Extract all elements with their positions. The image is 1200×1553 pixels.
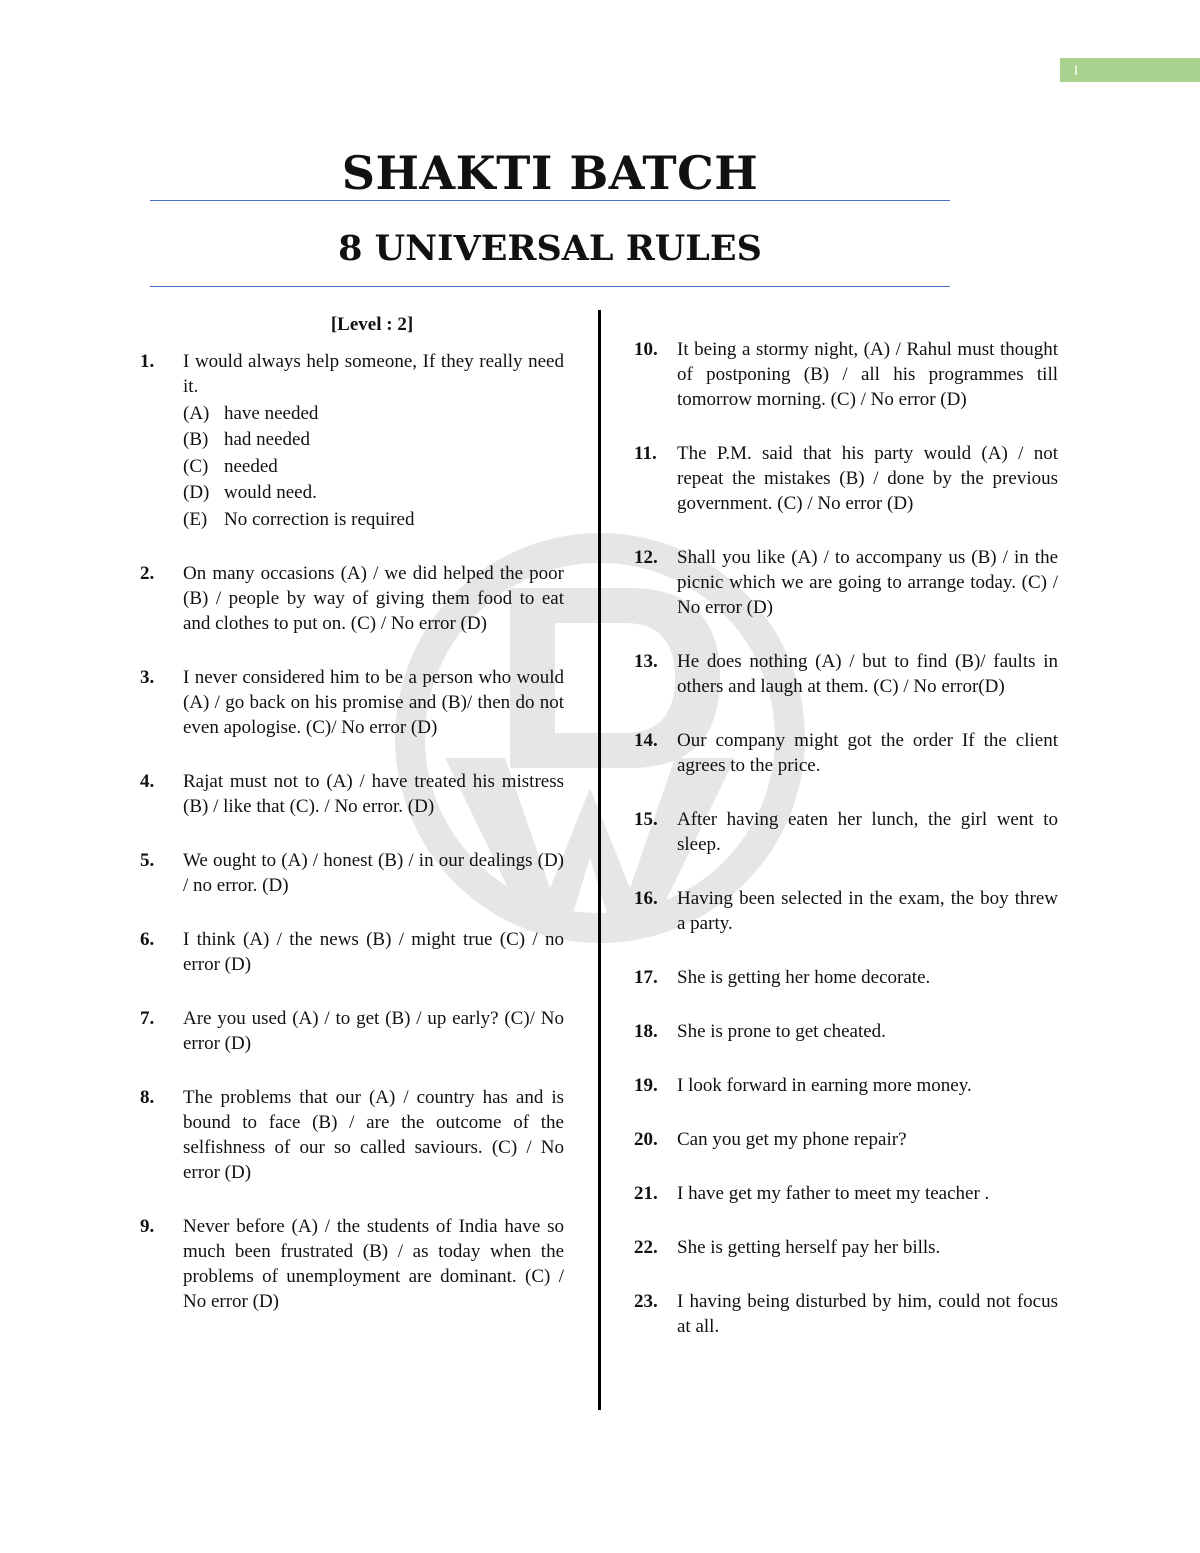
question-text: After having eaten her lunch, the girl went to sleep.: [677, 809, 1058, 855]
question-number: 6.: [140, 928, 155, 950]
question-text: Are you used (A) / to get (B) / up early? (C)/ No error (D): [183, 1007, 564, 1054]
question-number: 9.: [140, 1215, 155, 1237]
question-number: 22.: [634, 1237, 658, 1258]
question-list-left: [140, 349, 564, 1314]
question-body: [677, 1073, 1058, 1098]
question-number: 12.: [634, 547, 658, 568]
question-text: It being a stormy night, (A) / Rahul must thought of postponing (B) / all his programmes till tomorrow morning. (C) / No error (D): [677, 339, 1058, 410]
question-item: [140, 1214, 564, 1314]
question-text: On many occasions (A) / we did helped the poor (B) / people by way of giving them food to eat and clothes to put on. (C) / No error (D): [183, 562, 564, 634]
question-number: 13.: [634, 651, 658, 672]
answer-option: [183, 454, 564, 479]
question-text: She is getting her home decorate.: [677, 967, 931, 988]
question-text: Our company might got the order If the client agrees to the price.: [677, 730, 1058, 776]
question-text: I think (A) / the news (B) / might true (C) / no error (D): [183, 928, 564, 975]
question-number: 21.: [634, 1183, 658, 1204]
question-text: We ought to (A) / honest (B) / in our dealings (D) / no error. (D): [183, 849, 564, 896]
question-body: [677, 1019, 1058, 1044]
question-item: [634, 1235, 1058, 1260]
question-body: [677, 545, 1058, 620]
question-body: [677, 441, 1058, 516]
column-divider: [598, 310, 601, 1410]
option-label: (E): [183, 508, 208, 530]
question-text: I look forward in earning more money.: [677, 1075, 972, 1096]
page-title: SHAKTI BATCH: [341, 146, 759, 200]
question-item: [140, 1085, 564, 1185]
question-number: 15.: [634, 809, 658, 830]
page-number-tab: [1060, 58, 1200, 82]
left-column: [140, 312, 564, 1343]
question-body: [677, 1127, 1058, 1152]
question-item: [140, 665, 564, 740]
question-number: 19.: [634, 1075, 658, 1096]
question-text: Having been selected in the exam, the boy threw a party.: [677, 888, 1058, 934]
answer-option: [183, 427, 564, 452]
question-body: [677, 1235, 1058, 1260]
question-item: [140, 927, 564, 977]
option-text: would need.: [224, 482, 317, 503]
question-item: [140, 349, 564, 532]
right-column: [634, 337, 1058, 1368]
question-text: I having being disturbed by him, could not focus at all.: [677, 1291, 1058, 1337]
question-body: [183, 1214, 564, 1314]
question-number: 17.: [634, 967, 658, 988]
question-body: [677, 807, 1058, 857]
question-item: [140, 848, 564, 898]
question-body: [677, 649, 1058, 699]
subtitle-rule: [150, 286, 950, 287]
question-number: 1.: [140, 351, 155, 372]
question-item: [634, 1019, 1058, 1044]
question-number: 10.: [634, 339, 658, 360]
question-item: [634, 649, 1058, 699]
question-number: 18.: [634, 1021, 658, 1042]
option-text: had needed: [224, 429, 310, 450]
question-number: 3.: [140, 666, 155, 688]
question-text: The P.M. said that his party would (A) / not repeat the mistakes (B) / done by the previous government. (C) / No error (D): [677, 443, 1058, 514]
option-label: (C): [183, 455, 209, 477]
option-label: (A): [183, 402, 210, 424]
question-number: 5.: [140, 849, 155, 871]
question-item: [634, 965, 1058, 990]
question-text: She is getting herself pay her bills.: [677, 1237, 941, 1258]
question-body: [183, 349, 564, 532]
question-number: 8.: [140, 1086, 155, 1108]
question-number: 7.: [140, 1007, 155, 1029]
question-number: 20.: [634, 1129, 658, 1150]
question-number: 23.: [634, 1291, 658, 1312]
question-item: [634, 545, 1058, 620]
question-body: [677, 1181, 1058, 1206]
question-body: [183, 561, 564, 636]
question-item: [634, 441, 1058, 516]
level-label: [Level : 2]: [330, 314, 414, 335]
option-text: have needed: [224, 402, 319, 424]
question-text: Rajat must not to (A) / have treated his mistress (B) / like that (C). / No error. (D): [183, 770, 564, 817]
question-text: Never before (A) / the students of India have so much been frustrated (B) / as today when the problems of unemployment are dominant. (C) / No error (D): [183, 1215, 564, 1312]
option-text: needed: [224, 455, 278, 477]
question-item: [140, 1006, 564, 1056]
question-body: [677, 1289, 1058, 1339]
question-text: He does nothing (A) / but to find (B)/ faults in others and laugh at them. (C) / No error(D): [677, 651, 1058, 697]
question-item: [140, 561, 564, 636]
question-body: [183, 665, 564, 740]
answer-option: [183, 507, 564, 532]
question-body: [183, 927, 564, 977]
question-number: 14.: [634, 730, 658, 751]
question-number: 11.: [634, 443, 657, 464]
question-number: 2.: [140, 562, 155, 584]
question-item: [634, 886, 1058, 936]
title-rule: [150, 200, 950, 201]
question-item: [634, 728, 1058, 778]
question-body: [677, 886, 1058, 936]
question-body: [677, 965, 1058, 990]
option-label: (B): [183, 429, 209, 450]
answer-option: [183, 480, 564, 505]
question-text: Can you get my phone repair?: [677, 1129, 907, 1150]
question-body: [183, 1006, 564, 1056]
question-text: Shall you like (A) / to accompany us (B) / in the picnic which we are going to arrange today. (C) / No error (D): [677, 547, 1058, 618]
question-text: I have get my father to meet my teacher .: [677, 1183, 990, 1204]
question-item: [140, 769, 564, 819]
question-number: 16.: [634, 888, 658, 909]
question-body: [183, 769, 564, 819]
question-item: [634, 1181, 1058, 1206]
question-text: The problems that our (A) / country has and is bound to face (B) / are the outcome of the selfishness of our so called saviours. (C) / No error (D): [183, 1086, 564, 1183]
question-text: I never considered him to be a person who would (A) / go back on his promise and (B)/ then do not even apologise. (C)/ No error (D): [183, 666, 564, 738]
question-text: She is prone to get cheated.: [677, 1021, 886, 1042]
question-item: [634, 337, 1058, 412]
question-list-right: [634, 337, 1058, 1339]
question-body: [183, 1085, 564, 1185]
question-body: [183, 848, 564, 898]
question-item: [634, 1073, 1058, 1098]
question-number: 4.: [140, 770, 155, 792]
option-text: No correction is required: [224, 508, 415, 530]
page-number: I: [1074, 62, 1078, 78]
page-subtitle: 8 UNIVERSAL RULES: [338, 228, 762, 269]
question-text: I would always help someone, If they really need it.: [183, 351, 564, 397]
question-body: [677, 728, 1058, 778]
question-body: [677, 337, 1058, 412]
question-item: [634, 1127, 1058, 1152]
answer-option: [183, 401, 564, 426]
question-item: [634, 1289, 1058, 1339]
question-item: [634, 807, 1058, 857]
option-label: (D): [183, 482, 210, 503]
